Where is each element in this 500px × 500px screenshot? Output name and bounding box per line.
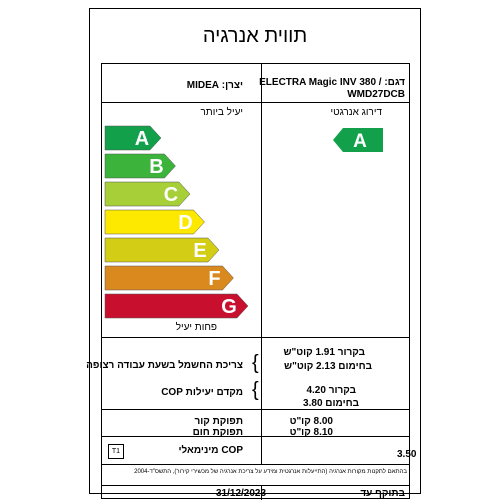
divider xyxy=(102,485,409,486)
class-letter-f: F xyxy=(208,268,221,290)
cop-label: מקדם יעילות COP xyxy=(161,387,243,398)
divider xyxy=(102,464,409,465)
validity-date: 31/12/2023 xyxy=(216,488,267,499)
divider xyxy=(102,436,409,437)
class-letter-b: B xyxy=(149,156,164,178)
model-code: WMD27DCB xyxy=(347,89,405,100)
scale-top-label: יעיל ביותר xyxy=(200,107,243,118)
heat-capacity-label: תפוקת חום xyxy=(192,427,243,438)
rating-letter: A xyxy=(353,131,367,152)
cop-heating: בחימום 3.80 xyxy=(303,398,359,409)
class-letter-e: E xyxy=(193,240,207,262)
consumption-label: צריכת החשמל בשעת עבודה רצופה xyxy=(86,360,243,371)
validity-label: בתוקף עד xyxy=(360,488,405,499)
regulation-footnote: בהתאם לתקנות מקורות אנרגיה (התייעלות אנרגטית ומידע על צריכת אנרגיה של מכשירי קירור), התשס"ד-2004 xyxy=(134,469,407,475)
class-arrow-a xyxy=(105,126,161,150)
energy-label xyxy=(86,8,421,499)
rating-label: דירוג אנרגטי xyxy=(330,107,382,118)
efficiency-scale xyxy=(105,126,255,322)
column-divider xyxy=(261,64,262,464)
divider xyxy=(102,409,409,410)
consumption-cooling: בקרור 1.91 קוט"ש xyxy=(283,347,365,358)
class-letter-a: A xyxy=(134,128,150,150)
class-letter-c: C xyxy=(163,184,179,206)
consumption-heating: בחימום 2.13 קוט"ש xyxy=(284,361,372,372)
rating-arrow xyxy=(333,128,383,152)
class-letter-d: D xyxy=(178,212,193,234)
heat-capacity-value: 8.10 קו"ט xyxy=(289,427,333,438)
brace-icon: { xyxy=(252,352,259,374)
model-name: דגם: / ELECTRA Magic INV 380 xyxy=(259,77,405,88)
class-arrow-b xyxy=(105,154,176,178)
divider xyxy=(102,102,409,103)
scale-bottom-label: פחות יעיל xyxy=(175,322,217,333)
brace-icon: { xyxy=(252,379,259,401)
cool-capacity-label: תפוקת קור xyxy=(194,416,243,427)
manufacturer: יצרן: MIDEA xyxy=(186,80,243,91)
cool-capacity-value: 8.00 קו"ט xyxy=(289,416,333,427)
label-title: תווית אנרגיה xyxy=(202,25,308,47)
divider xyxy=(102,337,409,338)
min-cop-value: 3.50 xyxy=(397,449,417,460)
t1-badge: T1 xyxy=(108,444,124,459)
cop-cooling: בקרור 4.20 xyxy=(306,385,356,396)
label-table xyxy=(86,63,417,499)
min-cop-label: COP מינימאלי xyxy=(178,445,243,456)
class-letter-g: G xyxy=(221,296,237,318)
